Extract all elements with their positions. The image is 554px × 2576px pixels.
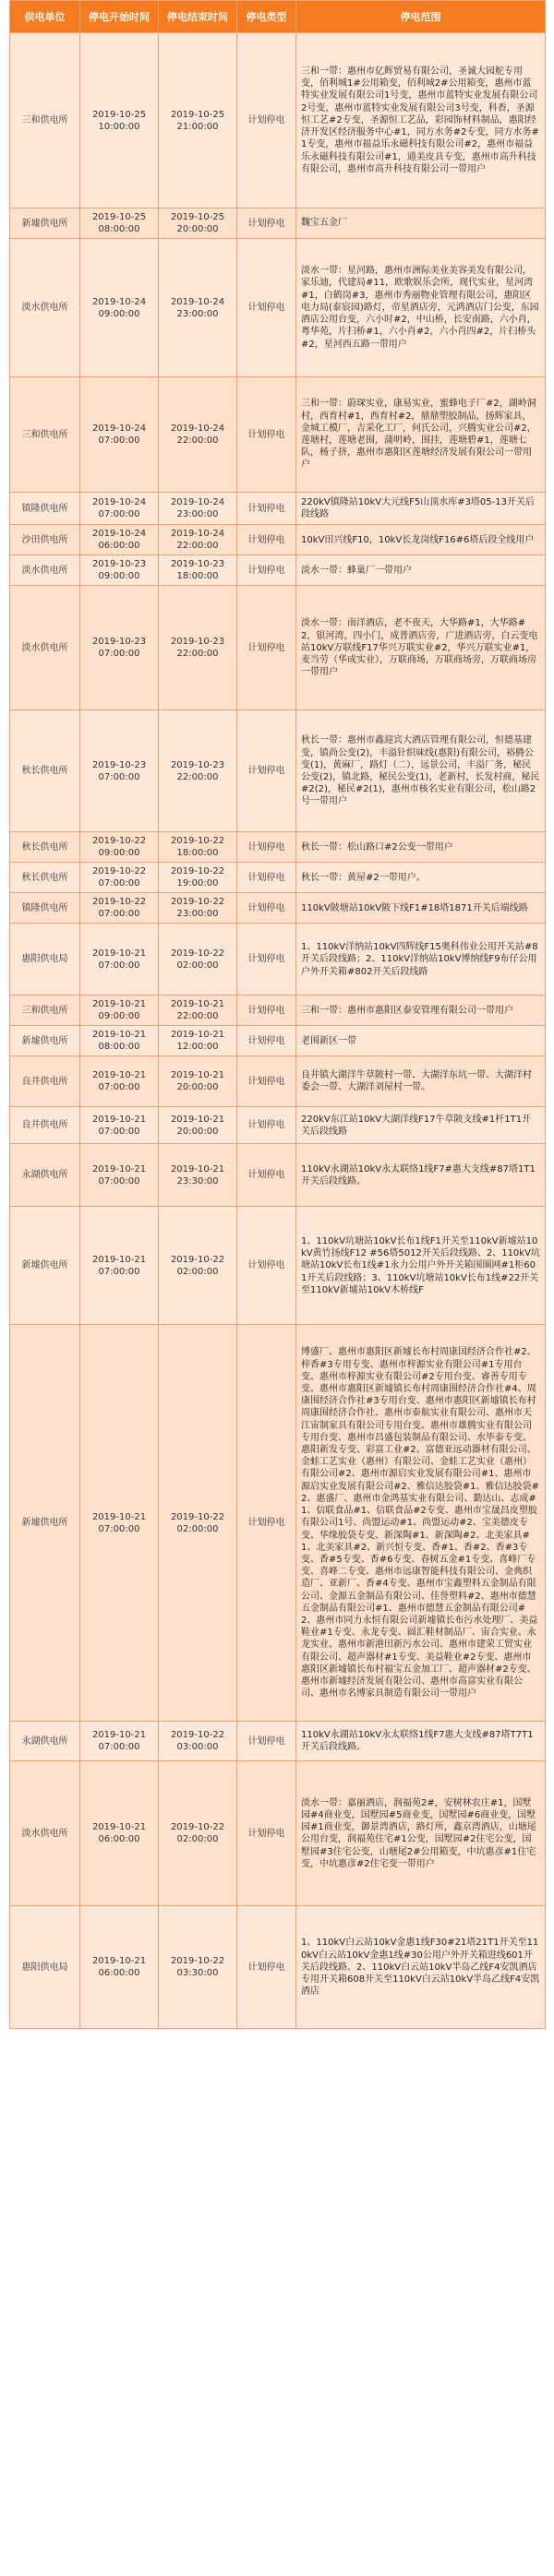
cell-unit: 三和供电所 <box>10 377 80 493</box>
cell-start-time: 2019-10-23 09:00:00 <box>80 555 159 586</box>
cell-end-time: 2019-10-22 19:00:00 <box>159 863 237 893</box>
cell-scope: 1、110kV坑塘站10kV长布1线F1开关至110kV新墟站10kV黄竹扬线F12 #56塔5012开关后段线路、2、110kV坑塘站10kV长布1线#1永力公用户外开关箱围圈网#1柜601开关后段线路；3、110kV坑塘站10kV长布1线#22开关至110kV新墟站10kV木桥线F <box>296 1207 546 1325</box>
table-row <box>10 1107 546 1144</box>
header-scope[interactable]: 停电范围 <box>296 1 546 33</box>
cell-end-time: 2019-10-23 22:00:00 <box>159 586 237 710</box>
cell-end-time: 2019-10-22 23:00:00 <box>159 893 237 924</box>
cell-type: 计划停电 <box>237 710 296 832</box>
header-unit[interactable]: 供电单位 <box>10 1 80 33</box>
table-row <box>10 493 546 525</box>
cell-end-time: 2019-10-25 20:00:00 <box>159 209 237 239</box>
cell-scope: 三和一带：惠州市亿辉贸易有限公司，圣诚大园舵专用变，佰利城1#公用箱变，佰利城2#公用箱变，惠州市蓝特实业发展有限公司1号变，惠州市蓝特实业发展有限公司2号变，惠州市蓝特实业发展有限公司3号变，科香，圣源恒工艺#2专变，圣源恒工艺品，彩园饰材料制品，惠阳经济开发区经济服务中心#1，同方水务#2专变，同方水务#1专变，惠州市福益乐永磁科技有限公司#2，惠州市福益乐永磁科技有限公司#1，通美皮具专变，惠州市高升科技有限公司，惠州市高升科技有限公司一带用户 <box>296 33 546 209</box>
cell-end-time: 2019-10-21 22:00:00 <box>159 996 237 1026</box>
cell-end-time: 2019-10-22 18:00:00 <box>159 832 237 863</box>
cell-type: 计划停电 <box>237 832 296 863</box>
cell-unit: 惠阳供电局 <box>10 1906 80 2029</box>
cell-start-time: 2019-10-21 07:00:00 <box>80 1107 159 1144</box>
cell-scope: 三和一带：蔚琛实业，康易实业，蜜蜂电子厂#2，湖岭洞村，西育村#1，西育村#2，鼎鼎塑胶制品，扬辉家具，金城工模厂，吉采化工厂，何氏公司，兴腾实业公司#2，莲塘村，莲塘老围，蒲明岭，围挂，莲塘碧#1，莲塘七队，杨子挤，惠州市惠阳区莲塘经济发展有限公司一带用户 <box>296 377 546 493</box>
page <box>9 0 545 2029</box>
cell-scope: 良井镇大湖洋牛草陂村一带、大湖洋东坑一带、大湖洋村委会一带、大湖洋刘屋村一带。 <box>296 1056 546 1107</box>
header-start-time[interactable]: 停电开始时间 <box>80 1 159 33</box>
cell-unit: 新墟供电所 <box>10 1026 80 1056</box>
cell-start-time: 2019-10-22 07:00:00 <box>80 863 159 893</box>
cell-start-time: 2019-10-21 06:00:00 <box>80 1761 159 1906</box>
cell-type: 计划停电 <box>237 1761 296 1906</box>
cell-scope: 博盛厂、惠州市惠阳区新墟长布村周康国经济合作社#2、梓香#3专用专变、惠州市梓源实业有限公司#1专用台变、惠州市梓源实业有限公司#2专用台变、睿善专用专变、惠州市惠阳区新墟镇长布村周康围经济合作社#4、周康围经济合作社#3专用台变、惠州市惠阳区新墟镇长布村周康围经济合作社、惠州市泰航实业有限公司、惠州市天江宙制家具有限公司专用台变、惠州市雄腾实业有限公司专用台变、惠州市昌盛包装制品有限公司、水毕泰专变、惠阳新发专变、彩富工业#2、富德亚远动器材有限公司、金蛙工艺实业（惠州）有限公司、金蛙工艺实业（惠州）有限公司#2、惠州市源启实业发展有限公司#1、惠州市源启实业发展有限公司#2、雅信达胶袋#1、雅信达胶袋#2、惠盛厂、惠州市金鸿基实业有限公司、勤达山、志成#1、信联食品#1、信联食品#2专变、惠州市宝晟昌皮塑胶有限公司1号、尚盟运动#1、尚盟运动#2、宝美德皮专变、华缘胶袋专变、新深陶#1、新深陶#2、北美家具#1、北美家具#2、新兴恒专变、香#1、香#2、香#3专变、香#5专变、香#6专变、春树五金#1专变、喜峰厂专变、喜峰二专变、惠州市远康智能科技有限公司、金典织造厂、亚新厂、香#4专变、惠州市宝鑫塑料五金制品有限公司、金源五金制品有限公司、佳誉塑料#2、惠州市德慧五金制品有限公司#1、惠州市德慧五金制品有限公司#2、惠州市同力永恒有限公司新墟镇长布污水处理厂、美益鞋业#1专变、永龙专变、圆汇鞋材制品厂、宙合实业、永龙实业、惠州市新港田新污水公司、惠州市建荣工贸实业有限公司、超声器材#1专变、美益鞋业#2专变、惠州市惠阳区新墟镇长布村福宝五金加工厂、超声器材#2专变、惠州市新墟经济发展有限公司、惠州市高富实业有限公司、惠州市名博家具制造有限公司一带用户 <box>296 1325 546 1722</box>
cell-type: 计划停电 <box>237 863 296 893</box>
cell-unit: 镇隆供电所 <box>10 893 80 924</box>
cell-end-time: 2019-10-22 02:00:00 <box>159 1761 237 1906</box>
cell-start-time: 2019-10-22 07:00:00 <box>80 893 159 924</box>
cell-scope: 10kV田兴线F10，10kV长龙岗线F16#6塔后段全线用户 <box>296 525 546 555</box>
table-row <box>10 209 546 239</box>
cell-start-time: 2019-10-24 09:00:00 <box>80 239 159 377</box>
cell-scope: 110kV永湖站10kV永太联络1线F7#惠大支线#87塔1T1开关后段线路。 <box>296 1144 546 1207</box>
table-row <box>10 924 546 996</box>
cell-unit: 良井供电所 <box>10 1107 80 1144</box>
cell-unit: 良井供电所 <box>10 1056 80 1107</box>
cell-end-time: 2019-10-21 20:00:00 <box>159 1107 237 1144</box>
table-row <box>10 863 546 893</box>
table-row <box>10 1026 546 1056</box>
cell-end-time: 2019-10-23 22:00:00 <box>159 710 237 832</box>
cell-unit: 新墟供电所 <box>10 1325 80 1722</box>
cell-scope: 1、110kV洋纳站10kV四辉线F15奥科伟业公用开关站#8开关后段线路；2、110kV洋纳站10kV博纳线F9布仔公用户外开关箱#802开关后段线路 <box>296 924 546 996</box>
table-body <box>10 33 546 2029</box>
cell-end-time: 2019-10-22 02:00:00 <box>159 924 237 996</box>
table-row <box>10 1906 546 2029</box>
cell-scope: 1、110kV白云站10kV金惠1线F30#21塔21T1开关至110kV白云站10kV金惠1线#30公用户外开关箱进线601开关后段线路、2、110kV白云站10kV半岛乙线F4安凯酒店专用开关箱608开关至110kV白云站10kV半岛乙线F4安凯酒店 <box>296 1906 546 2029</box>
cell-start-time: 2019-10-25 10:00:00 <box>80 33 159 209</box>
cell-scope: 三和一带：惠州市惠阳区泰安管理有限公司一带用户 <box>296 996 546 1026</box>
cell-end-time: 2019-10-25 21:00:00 <box>159 33 237 209</box>
table-row <box>10 893 546 924</box>
cell-end-time: 2019-10-21 12:00:00 <box>159 1026 237 1056</box>
cell-start-time: 2019-10-21 07:00:00 <box>80 1144 159 1207</box>
cell-start-time: 2019-10-21 07:00:00 <box>80 1325 159 1722</box>
cell-type: 计划停电 <box>237 493 296 525</box>
cell-start-time: 2019-10-23 07:00:00 <box>80 710 159 832</box>
cell-end-time: 2019-10-24 23:00:00 <box>159 239 237 377</box>
cell-unit: 沙田供电所 <box>10 525 80 555</box>
cell-unit: 永湖供电所 <box>10 1722 80 1761</box>
cell-end-time: 2019-10-23 18:00:00 <box>159 555 237 586</box>
cell-scope: 秋长一带：松山路口#2公变一带用户 <box>296 832 546 863</box>
cell-scope: 淡水一带：嘉丽酒店，润福苑2#，安树林农庄#1，国墅园#4商业变，国墅园#5商业变，国墅园#6商业变，国墅园#1商业变，御景湾酒店，路灯所，鑫京湾酒店，山塘尾公用台变，润福苑住宅#1公变，国墅园#2住宅公变，国墅园#3住宅公变，山塘尾2#公用箱变，中坑惠彦#1住宅变，中坑惠彦#2住宅变一带用户 <box>296 1761 546 1906</box>
table-row <box>10 1144 546 1207</box>
cell-scope: 110kV永湖站10kV永太联络1线F7惠大支线#87塔T7T1开关后段线路。 <box>296 1722 546 1761</box>
cell-end-time: 2019-10-22 03:30:00 <box>159 1906 237 2029</box>
cell-end-time: 2019-10-21 23:30:00 <box>159 1144 237 1207</box>
cell-start-time: 2019-10-22 09:00:00 <box>80 832 159 863</box>
table-row <box>10 710 546 832</box>
table-row <box>10 832 546 863</box>
table-row <box>10 377 546 493</box>
cell-type: 计划停电 <box>237 893 296 924</box>
cell-start-time: 2019-10-21 06:00:00 <box>80 1906 159 2029</box>
cell-unit: 淡水供电所 <box>10 586 80 710</box>
cell-end-time: 2019-10-22 02:00:00 <box>159 1325 237 1722</box>
outage-table <box>9 0 546 2029</box>
cell-type: 计划停电 <box>237 555 296 586</box>
cell-unit: 淡水供电所 <box>10 1761 80 1906</box>
cell-scope: 220kV镇隆站10kV大元线F5山顶水库#3塔05-13开关后段线路 <box>296 493 546 525</box>
cell-unit: 淡水供电所 <box>10 239 80 377</box>
cell-end-time: 2019-10-24 22:00:00 <box>159 377 237 493</box>
cell-type: 计划停电 <box>237 1906 296 2029</box>
cell-start-time: 2019-10-21 07:00:00 <box>80 924 159 996</box>
table-row <box>10 1722 546 1761</box>
cell-scope: 秋长一带：惠州市鑫迎宾大酒店管理有限公司，恒德基建变，镇尚公变(2)，丰溢针织味线(惠阳)有限公司，裕腾公变(1)，黄麻厂，路灯（二），远景公司，丰溢厂务，秘民公变(2)，镇北路，秘民公变(1)，老新村，长发村商，秘民#2(2)，秘民#2(1)，惠州市核名实业有限公司，松山路2号一带用户 <box>296 710 546 832</box>
cell-end-time: 2019-10-21 20:00:00 <box>159 1056 237 1107</box>
cell-type: 计划停电 <box>237 33 296 209</box>
header-row <box>10 1 546 33</box>
header-type[interactable]: 停电类型 <box>237 1 296 33</box>
cell-start-time: 2019-10-21 09:00:00 <box>80 996 159 1026</box>
cell-scope: 淡水一带：蜂巢厂一带用户 <box>296 555 546 586</box>
cell-type: 计划停电 <box>237 1107 296 1144</box>
cell-type: 计划停电 <box>237 924 296 996</box>
cell-start-time: 2019-10-25 08:00:00 <box>80 209 159 239</box>
table-row <box>10 586 546 710</box>
cell-type: 计划停电 <box>237 1144 296 1207</box>
table-row <box>10 1207 546 1325</box>
cell-type: 计划停电 <box>237 996 296 1026</box>
cell-start-time: 2019-10-21 07:00:00 <box>80 1056 159 1107</box>
cell-unit: 镇隆供电所 <box>10 493 80 525</box>
cell-unit: 三和供电所 <box>10 996 80 1026</box>
cell-type: 计划停电 <box>237 209 296 239</box>
cell-scope: 淡水一带：星河路，惠州市洲际美业美容美发有限公司，家乐迪，代建局#11，欧歌娱乐会所，现代实业，星河湾#1，白鹤岗#3，惠州市秀丽物业管理有限公司，惠阳区电力局(泰宸园)路灯，帝星酒店旁，元鸿酒店门公变，东园酒店公用台变，六小时#2，中山桥，长安南路，六小肖，粤华苑，片扫桥#1，六小肖#2，六小肖四#2，片扫桥头#2，星河西五路一带用户 <box>296 239 546 377</box>
cell-type: 计划停电 <box>237 1026 296 1056</box>
cell-start-time: 2019-10-21 08:00:00 <box>80 1026 159 1056</box>
cell-unit: 新墟供电所 <box>10 209 80 239</box>
cell-unit: 秋长供电所 <box>10 863 80 893</box>
cell-type: 计划停电 <box>237 1722 296 1761</box>
cell-unit: 秋长供电所 <box>10 832 80 863</box>
cell-type: 计划停电 <box>237 586 296 710</box>
cell-scope: 淡水一带：南洋酒店，老不夜天，大华路#1，大华路#2，银河湾，四小门，成普酒店旁，广进酒店旁，白云变电站10kV万联线F17华兴万联实业#2，华兴万联实业#1，麦当劳（华成实业），万联商场，万联商场旁，万联商场房一带用户 <box>296 586 546 710</box>
cell-type: 计划停电 <box>237 377 296 493</box>
cell-unit: 惠阳供电局 <box>10 924 80 996</box>
cell-type: 计划停电 <box>237 1207 296 1325</box>
header-end-time[interactable]: 停电结束时间 <box>159 1 237 33</box>
cell-scope: 魏宝五金厂 <box>296 209 546 239</box>
cell-start-time: 2019-10-21 07:00:00 <box>80 1722 159 1761</box>
cell-scope: 110kV陂塘站10kV陂下线F1#18塔1871开关后端线路 <box>296 893 546 924</box>
table-row <box>10 1761 546 1906</box>
cell-type: 计划停电 <box>237 1056 296 1107</box>
cell-unit: 秋长供电所 <box>10 710 80 832</box>
cell-end-time: 2019-10-22 03:00:00 <box>159 1722 237 1761</box>
cell-start-time: 2019-10-23 07:00:00 <box>80 586 159 710</box>
cell-end-time: 2019-10-22 02:00:00 <box>159 1207 237 1325</box>
cell-type: 计划停电 <box>237 239 296 377</box>
cell-unit: 新墟供电所 <box>10 1207 80 1325</box>
table-row <box>10 996 546 1026</box>
table-row <box>10 239 546 377</box>
table-row <box>10 555 546 586</box>
cell-start-time: 2019-10-21 07:00:00 <box>80 1207 159 1325</box>
cell-end-time: 2019-10-24 23:00:00 <box>159 493 237 525</box>
cell-end-time: 2019-10-24 22:00:00 <box>159 525 237 555</box>
cell-start-time: 2019-10-24 07:00:00 <box>80 377 159 493</box>
cell-scope: 秋长一带：黄屋#2一带用户。 <box>296 863 546 893</box>
table-row <box>10 33 546 209</box>
table-row <box>10 525 546 555</box>
cell-start-time: 2019-10-24 07:00:00 <box>80 493 159 525</box>
cell-unit: 三和供电所 <box>10 33 80 209</box>
cell-scope: 220kV东江站10kV大湖洋线F17牛草陂支线#1杆1T1开关后段线路 <box>296 1107 546 1144</box>
cell-start-time: 2019-10-24 06:00:00 <box>80 525 159 555</box>
cell-unit: 淡水供电所 <box>10 555 80 586</box>
table-row <box>10 1325 546 1722</box>
cell-type: 计划停电 <box>237 525 296 555</box>
cell-scope: 老围新区一带 <box>296 1026 546 1056</box>
cell-type: 计划停电 <box>237 1325 296 1722</box>
table-row <box>10 1056 546 1107</box>
cell-unit: 永湖供电所 <box>10 1144 80 1207</box>
